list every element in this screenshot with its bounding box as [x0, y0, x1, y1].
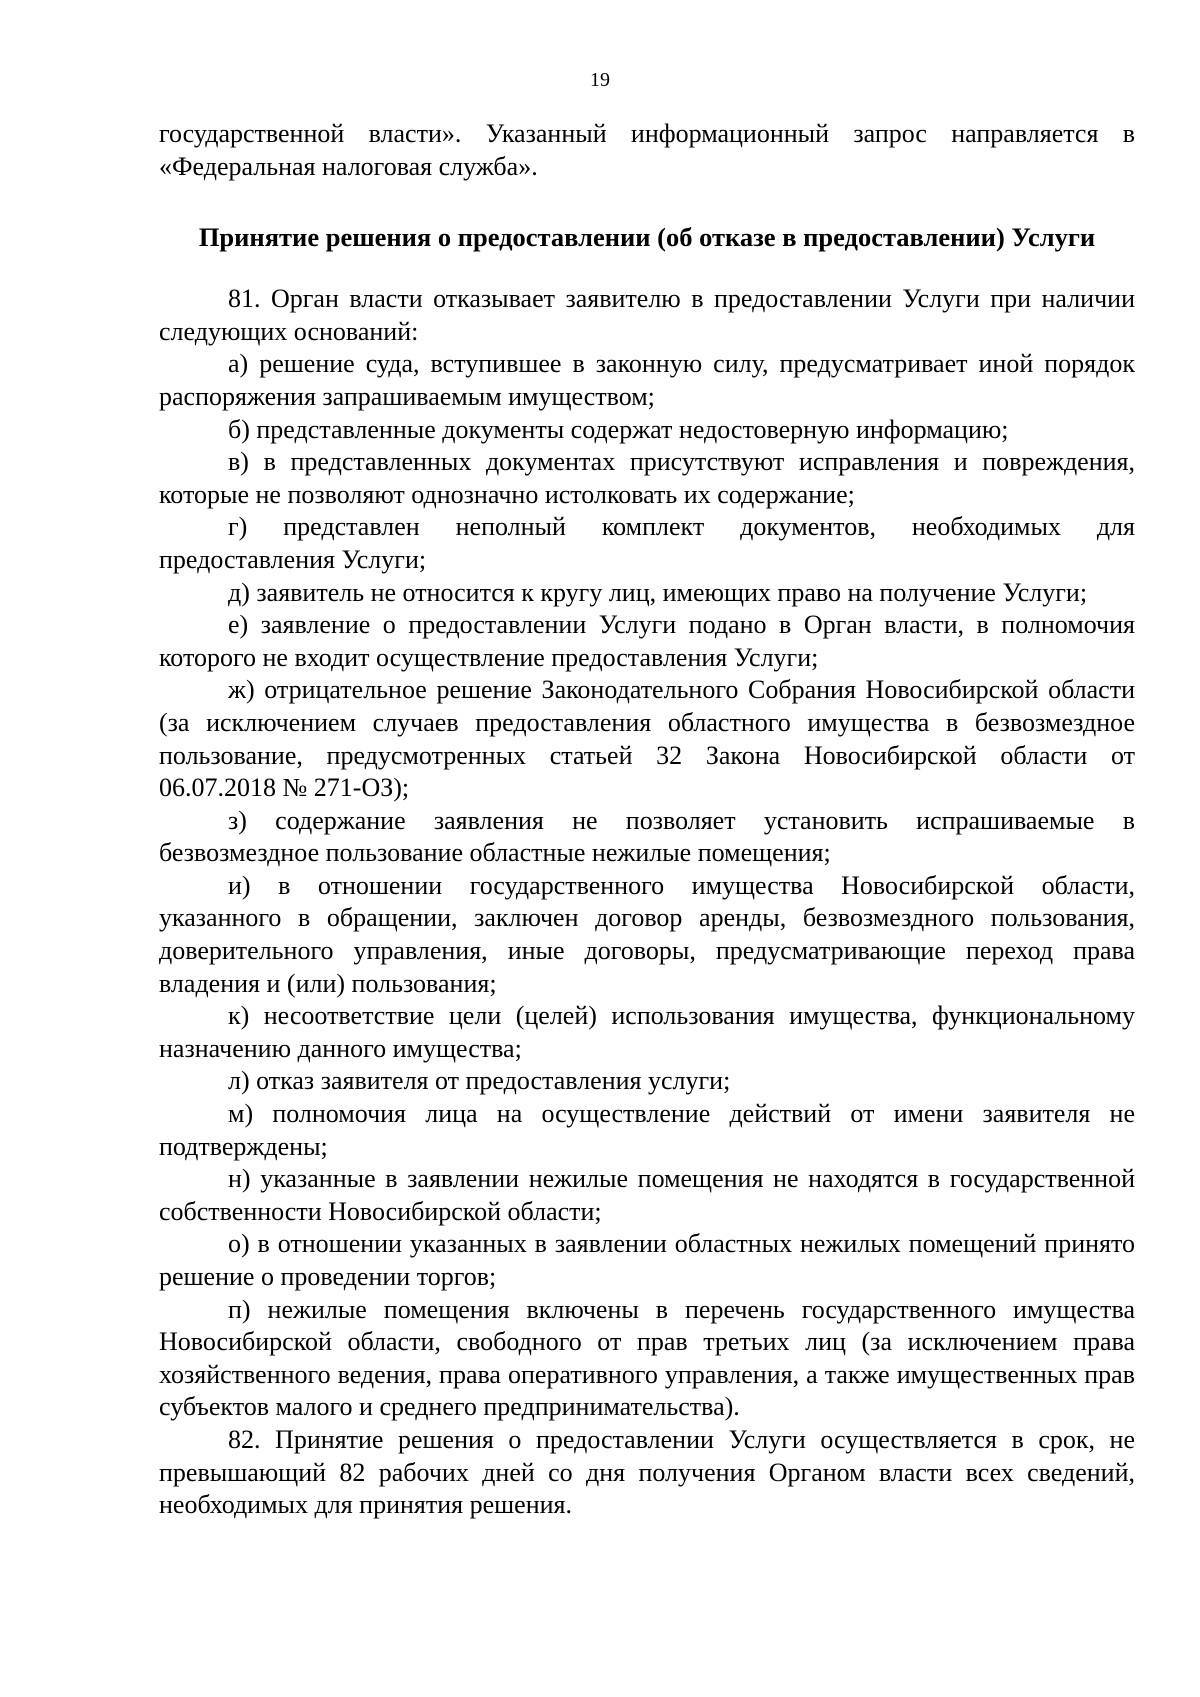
section-heading: Принятие решения о предоставлении (об отказе в предоставлении) Услуги [198, 222, 1096, 253]
list-item-o: о) в отношении указанных в заявлении областных нежилых помещений принято решение о проведении торгов; [159, 1229, 1135, 1291]
list-item-d: д) заявитель не относится к кругу лиц, имеющих право на получение Услуги; [228, 577, 1088, 607]
paragraph-81: 81. Орган власти отказывает заявителю в предоставлении Услуги при наличии следующих оснований: [159, 284, 1135, 346]
list-item-m: м) полномочия лица на осуществление действий от имени заявителя не подтверждены; [159, 1099, 1135, 1161]
list-item-l: л) отказ заявителя от предоставления услуги; [228, 1066, 731, 1096]
paragraph-82: 82. Принятие решения о предоставлении Услуги осуществляется в срок, не превышающий 82 рабочих дней со дня получения Органом власти всех сведений, необходимых для принятия решения. [159, 1424, 1135, 1520]
list-item-b: б) представленные документы содержат недостоверную информацию; [228, 414, 1009, 444]
list-item-a: а) решение суда, вступившее в законную силу, предусматривает иной порядок распоряжения запрашиваемым имуществом; [159, 349, 1135, 411]
list-item-e: е) заявление о предоставлении Услуги подано в Орган власти, в полномочия которого не входит осуществление предоставления Услуги; [159, 610, 1135, 672]
list-item-zh: ж) отрицательное решение Законодательного Собрания Новосибирской области (за исключением случаев предоставления областного имущества в безвозмездное пользование, предусмотренных статьей 32 Закона Новосибирской области от 06.07.2018 № 271-ОЗ); [159, 675, 1135, 803]
list-item-i: и) в отношении государственного имущества Новосибирской области, указанного в обращении, заключен договор аренды, безвозмездного пользования, доверительного управления, иные договоры, предусматривающие переход права владения и (или) пользования; [159, 870, 1135, 998]
list-item-p: п) нежилые помещения включены в перечень государственного имущества Новосибирской области, свободного от прав третьих лиц (за исключением права хозяйственного ведения, права оперативного управления, а также имущественных прав субъектов малого и среднего предпринимательства). [159, 1294, 1135, 1422]
document-body [159, 118, 1135, 1522]
list-item-k: к) несоответствие цели (целей) использования имущества, функциональному назначению данного имущества; [159, 1001, 1135, 1063]
page-number: 19 [590, 69, 610, 91]
list-item-v: в) в представленных документах присутствуют исправления и повреждения, которые не позволяют однозначно истолковать их содержание; [159, 447, 1135, 509]
intro-paragraph: государственной власти». Указанный информационный запрос направляется в «Федеральная налоговая служба». [159, 119, 1135, 181]
list-item-n: н) указанные в заявлении нежилые помещения не находятся в государственной собственности Новосибирской области; [159, 1164, 1135, 1226]
list-item-g: г) представлен неполный комплект документов, необходимых для предоставления Услуги; [159, 512, 1135, 574]
list-item-z: з) содержание заявления не позволяет установить испрашиваемые в безвозмездное пользование областные нежилые помещения; [159, 805, 1135, 868]
